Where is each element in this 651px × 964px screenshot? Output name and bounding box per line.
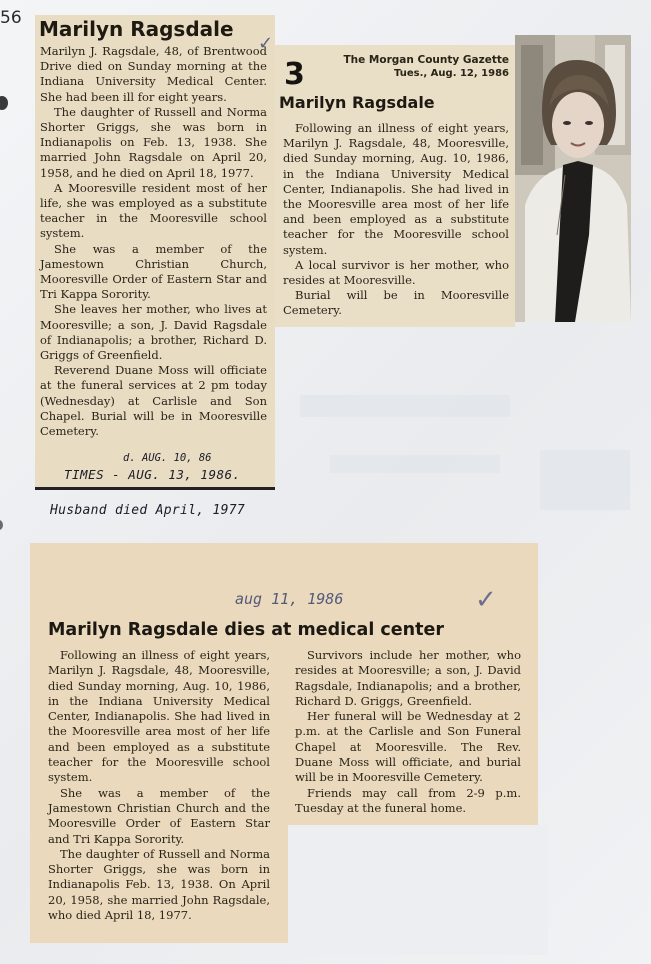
- page-number: 56: [0, 8, 22, 28]
- paper-date: Tues., Aug. 12, 1986: [394, 68, 509, 79]
- portrait-photo: [515, 35, 631, 322]
- paragraph: A local survivor is her mother, who resides at Mooresville.: [283, 257, 509, 288]
- paragraph: Her funeral will be Wednesday at 2 p.m. at the Carlisle and Son Funeral Chapel at Mooresville. The Rev. Duane Moss will officiate, and burial will be in Mooresville Cemetery.: [295, 709, 521, 785]
- check-mark-icon: ✓: [258, 33, 274, 54]
- paragraph: Reverend Duane Moss will officiate at the funeral services at 2 pm today (Wednesday) at Carlisle and Son Chapel. Burial will be in Mooresville Cemetery.: [40, 363, 267, 439]
- bleed-through-shape: [300, 395, 510, 417]
- left-column: [48, 648, 270, 923]
- paragraph: Following an illness of eight years, Marilyn J. Ragsdale, 48, Mooresville, died Sunday morning, Aug. 10, 1986, in the Indiana University Medical Center, Indianapolis. She had lived in the Mooresville area most of her life and been employed as a substitute teacher for the Mooresville school system.: [283, 121, 509, 257]
- clipping-headline: Marilyn Ragsdale dies at medical center: [48, 620, 444, 640]
- paragraph: Marilyn J. Ragsdale, 48, of Brentwood Drive died on Sunday morning at the Indiana University Medical Center. She had been ill for eight years.: [40, 44, 267, 104]
- paragraph: She leaves her mother, who lives at Mooresville; a son, J. David Ragsdale of Indianapolis; a brother, Richard D. Griggs of Greenfield.: [40, 302, 267, 363]
- clipping-headline: Marilyn Ragsdale: [39, 17, 234, 41]
- clipping-body: [283, 121, 509, 319]
- paragraph: Survivors include her mother, who resides at Mooresville; a son, J. David Ragsdale, Indianapolis; and a brother, Richard D. Griggs, Greenfield.: [295, 648, 521, 708]
- handwritten-note: Husband died April, 1977: [50, 503, 246, 518]
- paragraph: The daughter of Russell and Norma Shorter Griggs, she was born in Indianapolis on Feb. 13, 1938. She married John Ragsdale on April 20, 1958, and he died on April 18, 1977.: [40, 104, 267, 180]
- handwritten-death-date: d. AUG. 10, 86: [123, 452, 212, 464]
- clipping-cutout: [288, 825, 548, 955]
- paragraph: The daughter of Russell and Norma Shorter Griggs, she was born in Indianapolis Feb. 13, 1938. On April 20, 1958, she married John Ragsdale, who died April 18, 1977.: [48, 846, 270, 923]
- handwritten-date: aug 11, 1986: [235, 590, 344, 608]
- bleed-through-shape: [330, 455, 500, 473]
- paragraph: She was a member of the Jamestown Christian Church and the Mooresville Order of Eastern Star and Tri Kappa Sorority.: [48, 785, 270, 846]
- paper-masthead: [344, 53, 509, 81]
- paragraph: Following an illness of eight years, Marilyn J. Ragsdale, 48, Mooresville, died Sunday morning, Aug. 10, 1986, in the Indiana University Medical Center, Indianapolis. She had lived in the Mooresville area most of her life and been employed as a substitute teacher for the Mooresville school system.: [48, 648, 270, 785]
- check-mark-icon: ✓: [475, 585, 497, 615]
- clipping-headline: Marilyn Ragsdale: [279, 93, 435, 112]
- gazette-clipping: [275, 45, 515, 327]
- paragraph: Burial will be in Mooresville Cemetery.: [283, 288, 509, 318]
- paragraph: A Mooresville resident most of her life, she was employed as a substitute teacher in the Mooresville school system.: [40, 180, 267, 241]
- paper-name: The Morgan County Gazette: [343, 54, 509, 66]
- times-clipping: [35, 15, 275, 490]
- bleed-through-shape: [540, 450, 630, 510]
- handwritten-source: TIMES - AUG. 13, 1986.: [64, 467, 241, 482]
- clipping-body: [40, 44, 267, 439]
- right-column: [295, 648, 521, 816]
- paragraph: Friends may call from 2-9 p.m. Tuesday at the funeral home.: [295, 785, 521, 815]
- portrait-image: [515, 35, 631, 322]
- item-number: 3: [284, 57, 305, 92]
- paragraph: She was a member of the Jamestown Christian Church, Mooresville Order of Eastern Star and Tri Kappa Sorority.: [40, 241, 267, 302]
